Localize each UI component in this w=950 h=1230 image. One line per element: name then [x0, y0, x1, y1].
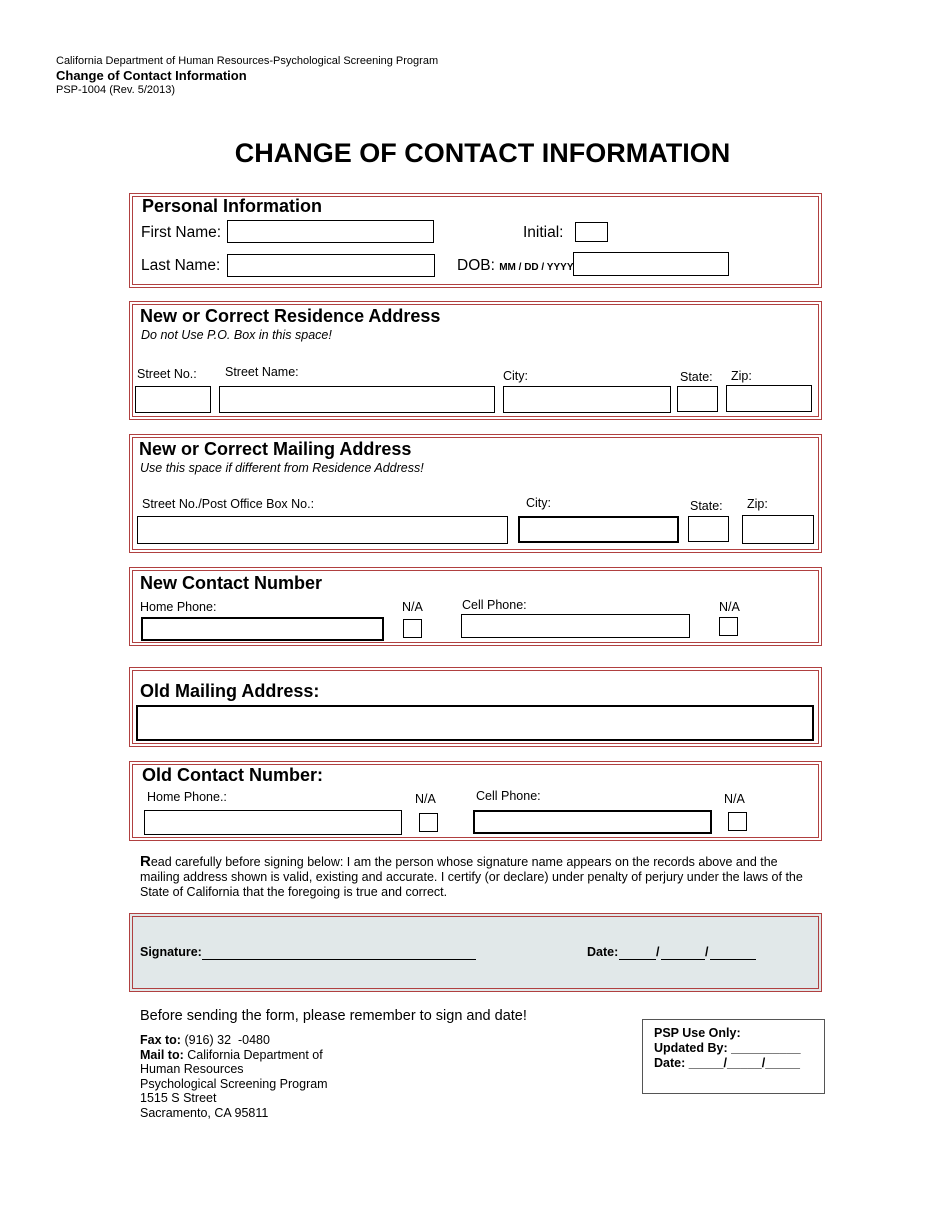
mail-label: Mail to:	[140, 1047, 184, 1062]
residence-address-section	[129, 301, 822, 420]
old-cell-na-label: N/A	[724, 792, 745, 806]
initial-label: Initial:	[523, 224, 564, 241]
residence-city-field[interactable]	[503, 386, 671, 413]
mail-address-line-3: Psychological Screening Program	[140, 1076, 328, 1091]
contact-info	[140, 1033, 328, 1120]
mailing-address-section	[129, 434, 822, 553]
old-cell-na-checkbox[interactable]	[728, 812, 747, 831]
page-title: CHANGE OF CONTACT INFORMATION	[234, 138, 731, 168]
new-cell-na-checkbox[interactable]	[719, 617, 738, 636]
new-home-phone-field[interactable]	[141, 617, 384, 641]
old-contact-heading: Old Contact Number:	[142, 765, 324, 785]
signature-line[interactable]	[202, 944, 476, 960]
residence-street-no-field[interactable]	[135, 386, 211, 413]
old-home-phone-label: Home Phone.:	[147, 790, 227, 804]
mailing-state-field[interactable]	[688, 516, 729, 542]
new-home-phone-label: Home Phone:	[140, 600, 217, 614]
old-mailing-heading: Old Mailing Address:	[140, 681, 320, 701]
mailing-city-label: City:	[526, 496, 551, 510]
mail-line	[140, 1048, 328, 1063]
first-name-label: First Name:	[141, 224, 222, 241]
old-home-na-checkbox[interactable]	[419, 813, 438, 832]
mail-address-line-4: 1515 S Street	[140, 1091, 217, 1105]
mailing-state-label: State:	[690, 499, 723, 513]
residence-zip-label: Zip:	[731, 369, 752, 383]
form-name: Change of Contact Information	[56, 68, 247, 83]
dob-field[interactable]	[573, 252, 729, 276]
mailing-zip-label: Zip:	[747, 497, 768, 511]
signature-label: Signature:	[140, 945, 202, 959]
new-home-na-label: N/A	[402, 600, 423, 614]
date-day-line[interactable]	[661, 944, 705, 960]
sign-reminder: Before sending the form, please remember to sign and date!	[140, 1008, 527, 1024]
new-home-na-checkbox[interactable]	[403, 619, 422, 638]
old-home-na-label: N/A	[415, 792, 436, 806]
mailing-heading: New or Correct Mailing Address	[139, 439, 412, 459]
residence-state-label: State:	[680, 370, 713, 384]
residence-heading: New or Correct Residence Address	[140, 306, 441, 326]
declaration-text	[140, 854, 810, 900]
mailing-city-field[interactable]	[518, 516, 679, 543]
date-year-line[interactable]	[710, 944, 756, 960]
psp-updated-by: Updated By: __________	[654, 1041, 801, 1055]
date-label: Date:	[587, 945, 619, 959]
new-contact-heading: New Contact Number	[140, 573, 323, 593]
psp-title: PSP Use Only:	[654, 1026, 741, 1040]
residence-street-no-label: Street No.:	[137, 367, 197, 381]
residence-city-label: City:	[503, 369, 528, 383]
date-separator-1: /	[656, 945, 660, 959]
signature-section	[129, 913, 822, 992]
mail-address-line-5: Sacramento, CA 95811	[140, 1105, 269, 1120]
old-contact-section	[129, 761, 822, 841]
dob-format: MM / DD / YYYY	[499, 262, 574, 273]
fax-number: (916) 32 -0480	[184, 1033, 270, 1047]
old-home-phone-field[interactable]	[144, 810, 402, 835]
fax-label: Fax to:	[140, 1033, 181, 1047]
old-mailing-address-field[interactable]	[136, 705, 814, 741]
residence-street-name-field[interactable]	[219, 386, 495, 413]
psp-use-only-box	[642, 1019, 825, 1094]
residence-street-name-label: Street Name:	[225, 365, 299, 379]
personal-information-section	[129, 193, 822, 288]
psp-date: Date: _____/_____/_____	[654, 1056, 800, 1070]
initial-field[interactable]	[575, 222, 608, 242]
form-number: PSP-1004 (Rev. 5/2013)	[56, 84, 176, 96]
fax-line	[140, 1033, 328, 1048]
department-name: California Department of Human Resources-Psychological Screening Program	[56, 55, 439, 67]
mailing-street-field[interactable]	[137, 516, 508, 544]
mail-address-line-1: California Department of	[187, 1047, 323, 1062]
declaration-body: ead carefully before signing below: I am the person whose signature name appears on the records above and the mailing address shown is valid, existing and accurate. I certify (or declare) under penalty of perjury under the laws of the State of California that the foregoing is true and correct.	[140, 855, 803, 899]
mailing-note: Use this space if different from Residence Address!	[140, 461, 424, 475]
declaration-first-letter: R	[140, 853, 151, 870]
first-name-field[interactable]	[227, 220, 434, 243]
new-cell-na-label: N/A	[719, 600, 740, 614]
personal-heading: Personal Information	[142, 196, 323, 216]
mailing-street-label: Street No./Post Office Box No.:	[142, 497, 315, 511]
mail-address-line-2: Human Resources	[140, 1062, 244, 1076]
last-name-field[interactable]	[227, 254, 435, 277]
new-contact-section	[129, 567, 822, 646]
new-cell-phone-field[interactable]	[461, 614, 690, 638]
new-cell-phone-label: Cell Phone:	[462, 598, 527, 612]
old-mailing-section	[129, 667, 822, 747]
dob-label	[457, 257, 574, 275]
residence-state-field[interactable]	[677, 386, 718, 412]
date-month-line[interactable]	[619, 944, 656, 960]
residence-zip-field[interactable]	[726, 385, 812, 412]
old-cell-phone-label: Cell Phone:	[476, 789, 541, 803]
residence-note: Do not Use P.O. Box in this space!	[141, 328, 332, 342]
date-separator-2: /	[705, 945, 709, 959]
old-cell-phone-field[interactable]	[473, 810, 712, 834]
dob-label-text: DOB:	[457, 257, 495, 274]
last-name-label: Last Name:	[141, 257, 221, 274]
mailing-zip-field[interactable]	[742, 515, 814, 544]
